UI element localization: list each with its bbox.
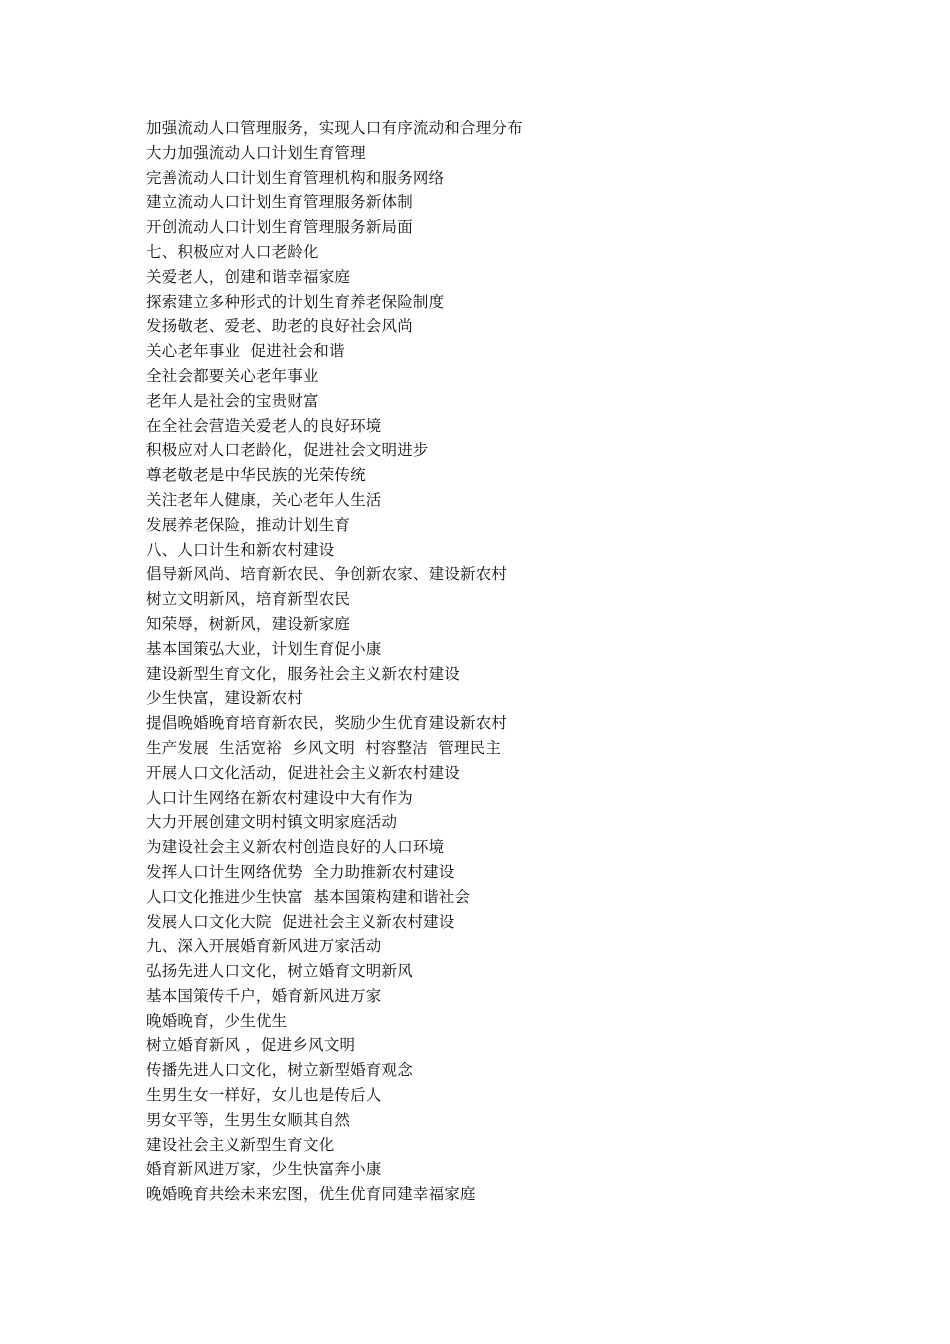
text-line: 知荣辱，树新风，建设新家庭: [146, 614, 351, 633]
text-line: 开展人口文化活动，促进社会主义新农村建设: [146, 763, 461, 782]
text-line: 发挥人口计生网络优势 全力助推新农村建设: [146, 862, 455, 881]
text-line: 晚婚晚育共绘未来宏图，优生优育同建幸福家庭: [146, 1185, 476, 1204]
text-line: 人口文化推进少生快富 基本国策构建和谐社会: [146, 887, 471, 906]
text-line: 在全社会营造关爱老人的良好环境: [146, 416, 382, 435]
text-line: 大力开展创建文明村镇文明家庭活动: [146, 813, 398, 832]
text-line: 完善流动人口计划生育管理机构和服务网络: [146, 168, 445, 187]
text-line: 生产发展 生活宽裕 乡风文明 村容整洁 管理民主: [146, 738, 502, 757]
text-line: 晚婚晚育，少生优生: [146, 1011, 288, 1030]
text-line: 树立文明新风，培育新型农民: [146, 590, 351, 609]
text-line: 全社会都要关心老年事业: [146, 366, 319, 385]
text-lines: [146, 116, 523, 1207]
text-line: 传播先进人口文化，树立新型婚育观念: [146, 1061, 413, 1080]
text-line: 弘扬先进人口文化，树立婚育文明新风: [146, 962, 413, 981]
text-line: 发扬敬老、爱老、助老的良好社会风尚: [146, 317, 413, 336]
text-line: 基本国策传千户，婚育新风进万家: [146, 986, 382, 1005]
text-line: 开创流动人口计划生育管理服务新局面: [146, 218, 413, 237]
text-line: 大力加强流动人口计划生育管理: [146, 143, 366, 162]
text-line: 提倡晚婚晚育培育新农民，奖励少生优育建设新农村: [146, 714, 508, 733]
text-line: 男女平等，生男生女顺其自然: [146, 1110, 351, 1129]
text-line: 关心老年事业 促进社会和谐: [146, 342, 345, 361]
text-line: 生男生女一样好，女儿也是传后人: [146, 1086, 382, 1105]
text-line: 建立流动人口计划生育管理服务新体制: [146, 193, 413, 212]
text-line: 建设新型生育文化，服务社会主义新农村建设: [146, 664, 461, 683]
text-line: 关注老年人健康，关心老年人生活: [146, 490, 382, 509]
text-line: 发展人口文化大院 促进社会主义新农村建设: [146, 912, 455, 931]
text-line: 为建设社会主义新农村创造良好的人口环境: [146, 838, 445, 857]
text-line: 基本国策弘大业，计划生育促小康: [146, 639, 382, 658]
text-line: 树立婚育新风 ，促进乡风文明: [146, 1036, 356, 1055]
text-line: 发展养老保险，推动计划生育: [146, 515, 351, 534]
text-line: 建设社会主义新型生育文化: [146, 1135, 335, 1154]
text-line: 少生快富，建设新农村: [146, 689, 304, 708]
text-line: 倡导新风尚、培育新农民、争创新农家、建设新农村: [146, 565, 508, 584]
section-heading: 九、深入开展婚育新风进万家活动: [146, 937, 382, 956]
text-line: 老年人是社会的宝贵财富: [146, 391, 319, 410]
text-line: 关爱老人，创建和谐幸福家庭: [146, 267, 351, 286]
section-heading: 八、人口计生和新农村建设: [146, 540, 335, 559]
text-line: 积极应对人口老龄化，促进社会文明进步: [146, 441, 429, 460]
text-line: 婚育新风进万家，少生快富奔小康: [146, 1160, 382, 1179]
text-line: 加强流动人口管理服务，实现人口有序流动和合理分布: [146, 119, 523, 137]
section-heading: 七、积极应对人口老龄化: [146, 242, 319, 261]
text-line: 探索建立多种形式的计划生育养老保险制度: [146, 292, 445, 311]
text-line: 人口计生网络在新农村建设中大有作为: [146, 788, 413, 807]
text-line: 尊老敬老是中华民族的光荣传统: [146, 466, 366, 485]
